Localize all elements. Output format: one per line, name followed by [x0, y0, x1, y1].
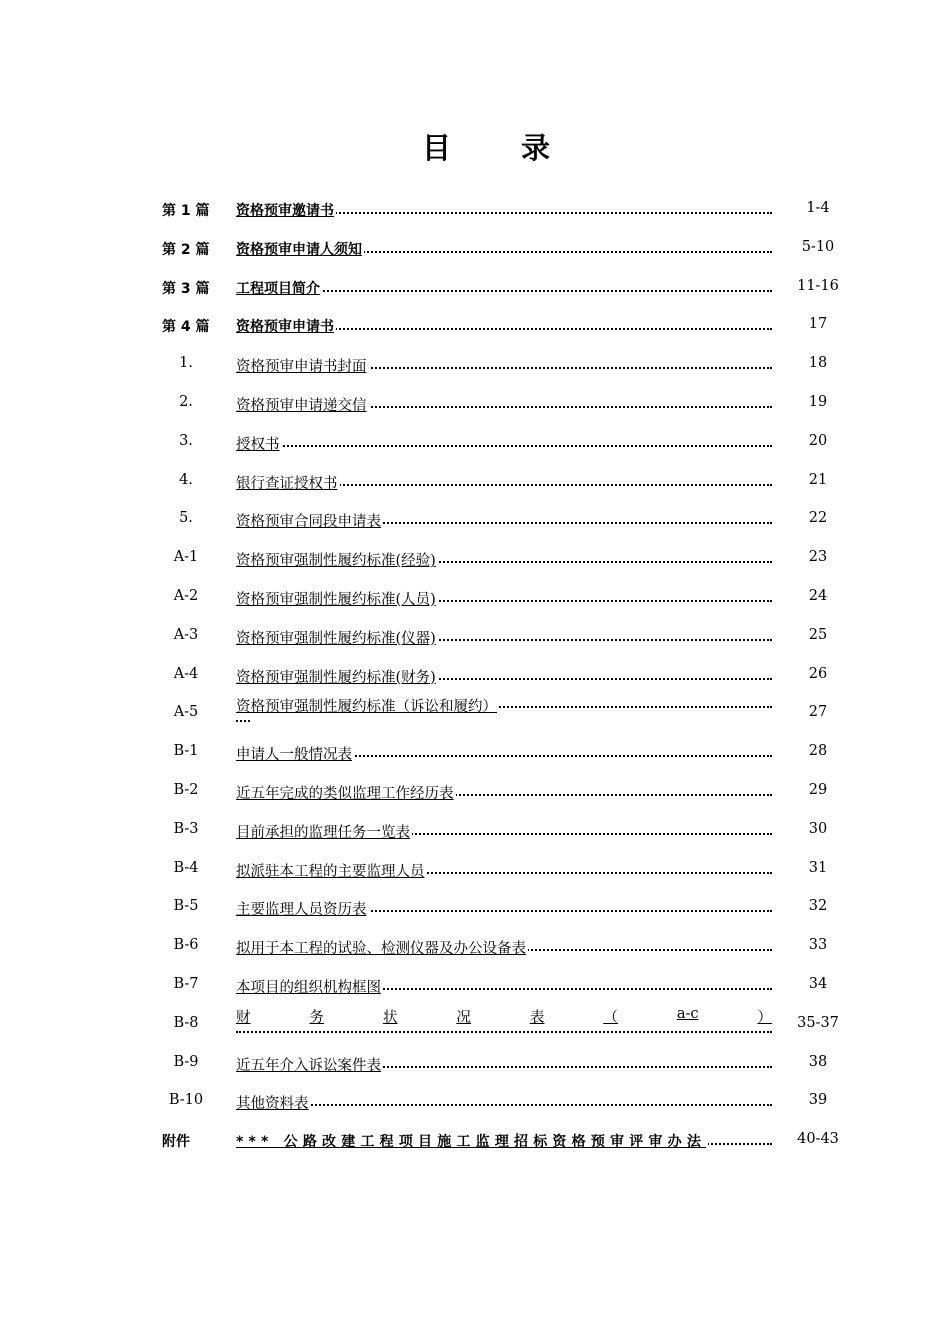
toc-entry-link[interactable]: [236, 433, 772, 453]
toc-entry-number: A-5: [173, 704, 199, 721]
toc-entry-link[interactable]: [236, 472, 772, 492]
toc-entry-number: B-1: [173, 743, 199, 760]
toc-entry[interactable]: [0, 733, 950, 772]
toc-entry-number: B-10: [168, 1092, 204, 1109]
dot-leader: [236, 1031, 772, 1033]
toc-entry-number: B-5: [173, 898, 199, 915]
toc-entry-number: A-3: [173, 626, 199, 643]
toc-entry-page: 34: [808, 975, 828, 992]
toc-entry[interactable]: [0, 966, 950, 1005]
toc-entry[interactable]: [0, 888, 950, 927]
toc-entry-number: B-2: [173, 781, 199, 798]
toc-entry[interactable]: [0, 345, 950, 384]
toc-entry[interactable]: [0, 617, 950, 656]
toc-entry-link[interactable]: [236, 782, 772, 802]
toc-entry-link[interactable]: [236, 200, 772, 220]
toc-entry[interactable]: [0, 656, 950, 695]
toc-entry-page: 26: [808, 665, 828, 682]
toc-entry[interactable]: [0, 1005, 950, 1044]
toc-entry-link[interactable]: [236, 316, 772, 336]
toc-entry-number: 5.: [179, 510, 193, 527]
toc-entry-number: B-6: [173, 937, 199, 954]
toc-entry-page: 28: [808, 743, 828, 760]
toc-entry-link[interactable]: [236, 743, 772, 763]
toc-entry-title-char: 状: [382, 1009, 398, 1025]
toc-entry[interactable]: [0, 1082, 950, 1121]
toc-entry-title-char: 况: [456, 1009, 471, 1025]
toc-entry[interactable]: [0, 462, 950, 501]
toc-entry-title-char: ）: [757, 1009, 772, 1025]
toc-entry-page: 17: [808, 316, 828, 333]
toc-entry-page: 11-16: [797, 277, 839, 294]
toc-entry-number: 第 1 篇: [162, 203, 210, 219]
toc-entry[interactable]: [0, 1044, 950, 1083]
toc-entry[interactable]: [0, 423, 950, 462]
toc-entry-title-char: 财: [236, 1009, 251, 1025]
toc-entry-page: 29: [808, 781, 828, 798]
toc-entry-link[interactable]: [236, 549, 772, 569]
toc-entry[interactable]: [0, 384, 950, 423]
toc-entry-number: 4.: [179, 471, 193, 488]
toc-entry-link[interactable]: [236, 510, 772, 530]
toc-entry-number: B-4: [173, 859, 199, 876]
toc-entry-number: A-4: [173, 665, 199, 682]
toc-entry[interactable]: [0, 578, 950, 617]
toc-entry-title: 申请人一般情况表: [236, 747, 352, 764]
toc-entry-title: 资格预审强制性履约标准（诉讼和履约）: [236, 699, 497, 715]
toc-entry-title: 拟用于本工程的试验、检测仪器及办公设备表: [236, 941, 526, 958]
toc-entry-title: 主要监理人员资历表: [236, 902, 367, 919]
toc-entry-number: A-2: [173, 587, 199, 604]
toc-entry-title: 资格预审邀请书: [236, 203, 334, 219]
table-of-contents: [0, 190, 950, 1160]
toc-entry-title: [236, 1006, 772, 1025]
toc-entry-number: 第 4 篇: [162, 319, 210, 336]
toc-entry-page: 20: [808, 432, 828, 449]
toc-entry[interactable]: [0, 500, 950, 539]
toc-entry-title: 资格预审强制性履约标准(仪器): [236, 630, 436, 647]
toc-entry[interactable]: [0, 772, 950, 811]
toc-entry-title: 资格预审强制性履约标准(人员): [236, 591, 436, 608]
toc-entry-title: *** 公路改建工程项目施工监理招标资格预审评审办法: [236, 1134, 707, 1151]
toc-entry-number: 1.: [179, 355, 193, 372]
toc-entry-title: 近五年介入诉讼案件表: [236, 1057, 381, 1074]
toc-entry-number: 附件: [162, 1134, 190, 1151]
toc-entry-title: 资格预审申请人须知: [236, 241, 362, 258]
toc-entry-link[interactable]: [236, 666, 772, 686]
toc-entry-page: 39: [808, 1092, 828, 1109]
toc-entry-page: 32: [808, 898, 828, 915]
toc-entry-title-char: （: [603, 1009, 618, 1025]
toc-entry-link[interactable]: [236, 1092, 772, 1112]
toc-entry-title: 资格预审申请递交信: [236, 397, 367, 414]
toc-entry-link[interactable]: [236, 1054, 772, 1074]
toc-entry[interactable]: [0, 190, 950, 229]
toc-entry-title: 拟派驻本工程的主要监理人员: [236, 863, 425, 880]
toc-entry-page: 21: [808, 471, 828, 488]
toc-entry-title: 授权书: [236, 436, 280, 453]
toc-entry-number: B-8: [173, 1014, 199, 1031]
toc-entry-page: 23: [808, 549, 828, 566]
toc-entry[interactable]: [0, 229, 950, 268]
toc-entry-link[interactable]: [236, 821, 772, 841]
toc-entry-link[interactable]: [236, 695, 772, 733]
toc-entry-link[interactable]: [236, 1006, 772, 1044]
toc-entry-page: 31: [808, 859, 828, 876]
toc-entry-title: 银行查证授权书: [236, 475, 338, 492]
toc-entry-link[interactable]: [236, 1131, 772, 1151]
toc-entry[interactable]: [0, 694, 950, 733]
toc-entry-link[interactable]: [236, 976, 772, 996]
toc-entry-page: 25: [808, 626, 828, 643]
toc-entry-link[interactable]: [236, 394, 772, 414]
toc-entry-link[interactable]: [236, 937, 772, 957]
toc-entry-title: 资格预审申请书: [236, 319, 334, 336]
toc-entry-title: 资格预审强制性履约标准(经验): [236, 553, 436, 570]
toc-entry[interactable]: [0, 539, 950, 578]
toc-entry-page: 40-43: [797, 1131, 839, 1148]
toc-entry-page: 35-37: [797, 1014, 839, 1031]
toc-entry-title: 资格预审强制性履约标准(财务): [236, 669, 436, 686]
toc-entry-number: B-3: [173, 820, 199, 837]
toc-entry-page: 27: [808, 704, 828, 721]
dot-leader: [236, 1104, 772, 1106]
toc-entry-page: 24: [808, 587, 828, 604]
toc-entry-page: 38: [808, 1053, 828, 1070]
toc-entry-link[interactable]: [236, 898, 772, 918]
toc-entry-number: A-1: [173, 549, 199, 566]
toc-entry-link[interactable]: [236, 355, 772, 375]
toc-entry-link[interactable]: [236, 278, 772, 298]
toc-entry-title: 其他资料表: [236, 1096, 309, 1113]
toc-entry-page: 5-10: [801, 238, 835, 255]
toc-entry-title: 工程项目简介: [236, 280, 320, 297]
toc-entry-page: 33: [808, 937, 828, 954]
toc-entry-number: B-9: [173, 1053, 199, 1070]
toc-entry-number: 第 3 篇: [162, 280, 210, 297]
toc-entry-page: 18: [808, 355, 828, 372]
toc-entry-number: 3.: [179, 432, 193, 449]
toc-entry-link[interactable]: [236, 860, 772, 880]
toc-entry-page: 1-4: [806, 200, 830, 216]
toc-entry-title: 近五年完成的类似监理工作经历表: [236, 785, 454, 802]
toc-entry-number: B-7: [173, 975, 199, 992]
toc-entry-link[interactable]: [236, 627, 772, 647]
toc-entry[interactable]: [0, 268, 950, 307]
toc-entry-page: 19: [808, 393, 828, 410]
toc-entry[interactable]: [0, 306, 950, 345]
toc-entry-number: 第 2 篇: [162, 241, 210, 258]
toc-entry-title: 资格预审申请书封面: [236, 359, 367, 376]
toc-entry[interactable]: [0, 811, 950, 850]
toc-entry-link[interactable]: [236, 588, 772, 608]
toc-entry-title: 资格预审合同段申请表: [236, 514, 381, 531]
dot-leader: [236, 445, 772, 447]
toc-entry[interactable]: [0, 850, 950, 889]
toc-entry-title: 本项目的组织机构框图: [236, 979, 381, 996]
toc-entry-title-char: 表: [529, 1009, 545, 1025]
page-title: 目 录: [421, 131, 581, 165]
toc-entry-title-char: 务: [309, 1009, 324, 1025]
toc-entry-page: 30: [808, 820, 828, 837]
toc-entry-number: 2.: [179, 393, 193, 410]
toc-entry-title-char: a-c: [676, 1005, 699, 1022]
dot-leader: [236, 720, 250, 722]
toc-entry-title: 目前承担的监理任务一览表: [236, 824, 410, 841]
toc-entry-page: 22: [808, 510, 828, 527]
toc-entry[interactable]: [0, 927, 950, 966]
toc-entry[interactable]: [0, 1121, 950, 1160]
toc-entry-link[interactable]: [236, 239, 772, 259]
